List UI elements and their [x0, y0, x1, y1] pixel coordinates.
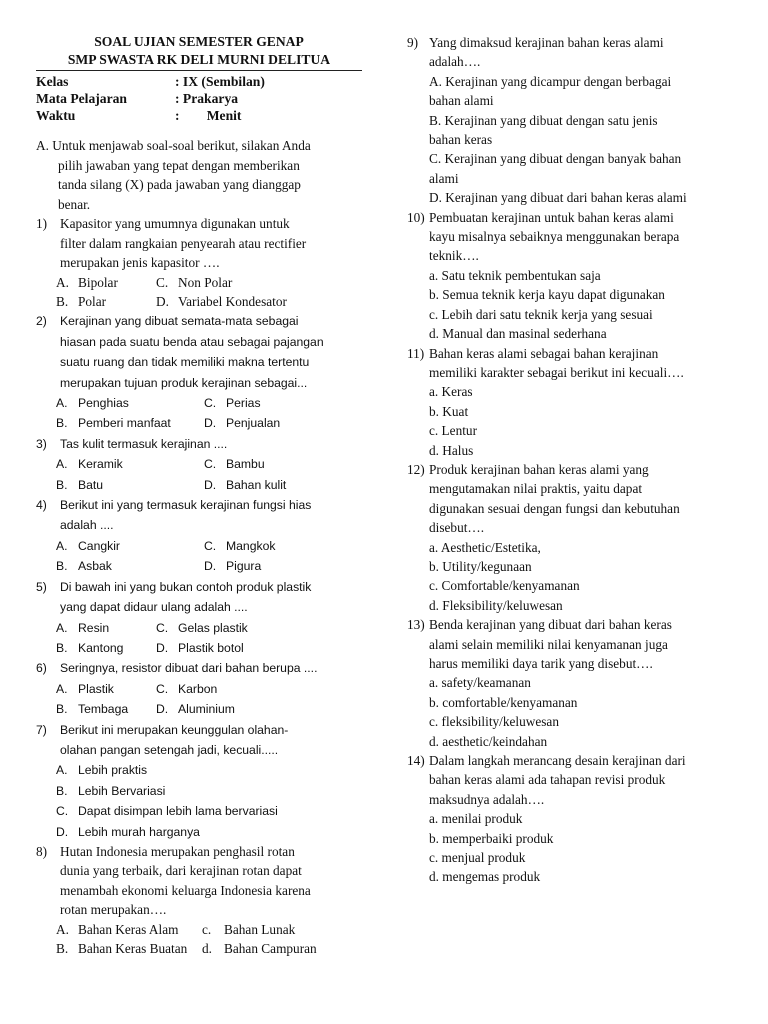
info-row-kelas [36, 73, 382, 90]
answer-option: d. aesthetic/keindahan [429, 733, 548, 749]
answer-text: Asbak [78, 559, 112, 574]
school-name: SMP SWASTA RK DELI MURNI DELITUA [67, 52, 331, 67]
answer-text: Dapat disimpan lebih lama bervariasi [78, 804, 278, 819]
answer-letter: A. [56, 763, 68, 778]
exam-title: SOAL UJIAN SEMESTER GENAP [94, 34, 304, 49]
answer-options [36, 679, 382, 720]
question-number: 13) [407, 617, 425, 633]
question-number: 11) [407, 345, 425, 361]
info-row-mapel [36, 90, 382, 107]
question-text-line: memiliki karakter sebagai berikut ini kecuali…. [429, 364, 684, 380]
answer-option: C. Kerajinan yang dibuat dengan banyak bahan [429, 151, 682, 167]
answer-letter: B. [56, 941, 69, 956]
instruction-line: benar. [58, 196, 91, 212]
answer-option: c. Lentur [429, 423, 477, 439]
answer-options [407, 809, 742, 887]
answer-text: Perias [226, 396, 261, 411]
question-text-line: Berikut ini yang termasuk kerajinan fungsi hias [60, 498, 312, 513]
answer-option [56, 413, 204, 433]
answer-text: Pigura [226, 559, 262, 574]
answer-option [204, 475, 286, 495]
question-text-line: Pembuatan kerajinan untuk bahan keras alami [429, 209, 674, 225]
question-number: 5) [36, 579, 47, 594]
answer-letter: B. [56, 477, 68, 492]
answer-option [56, 273, 156, 292]
question-text-line: Produk kerajinan bahan keras alami yang [429, 461, 649, 477]
answer-letter: C. [204, 396, 217, 411]
question-text-line: kayu misalnya sebaiknya menggunakan berapa [429, 229, 680, 245]
answer-option [156, 638, 244, 658]
answer-text: Bambu [226, 457, 265, 472]
question-item [36, 495, 382, 577]
answer-option [204, 413, 280, 433]
answer-text: Plastik [78, 681, 114, 696]
question-text-line: Kerajinan yang dibuat semata-mata sebagai [60, 314, 299, 329]
answer-option: b. Kuat [429, 403, 469, 419]
answer-row [56, 413, 382, 433]
answer-row [56, 638, 382, 658]
answer-option [56, 801, 382, 821]
question-item [407, 344, 742, 460]
answer-text: Resin [78, 620, 110, 635]
answer-option [156, 699, 235, 719]
right-column [407, 33, 742, 887]
answer-option [204, 454, 265, 474]
answer-option [56, 618, 156, 638]
question-text-line: menambah ekonomi keluarga Indonesia karena [60, 882, 311, 898]
answer-text: Aluminium [178, 702, 235, 717]
answer-option: a. menilai produk [429, 811, 523, 827]
answer-letter: D. [156, 294, 169, 309]
answer-option: c. fleksibility/keluwesan [429, 714, 559, 730]
answer-row [56, 475, 382, 495]
answer-option [156, 273, 232, 292]
answer-row [56, 536, 382, 556]
question-item [36, 311, 382, 433]
answer-text: Lebih Bervariasi [78, 783, 166, 798]
question-text-line: teknik…. [429, 248, 479, 264]
answer-letter: A. [56, 396, 68, 411]
instruction-lead: A. Untuk menjawab soal-soal berikut, silakan Anda [36, 138, 311, 153]
question-text-line: Berikut ini merupakan keunggulan olahan- [60, 722, 289, 737]
answer-letter: B. [56, 783, 68, 798]
answer-option [56, 822, 382, 842]
question-number: 6) [36, 661, 47, 676]
answer-option [56, 699, 156, 719]
info-label: Kelas [36, 74, 69, 89]
question-number: 7) [36, 722, 47, 737]
answer-option [56, 760, 382, 780]
answer-option: d. Manual dan masinal sederhana [429, 326, 607, 342]
answer-letter: D. [156, 702, 169, 717]
answer-letter: C. [156, 274, 169, 290]
answer-row [56, 454, 382, 474]
question-item [36, 214, 382, 311]
answer-text: Bahan Keras Buatan [78, 941, 188, 956]
answer-option [204, 556, 261, 576]
answer-text: Lebih murah harganya [78, 824, 200, 839]
answer-options [407, 72, 742, 208]
answer-text: Polar [78, 294, 107, 309]
answer-text: Penghias [78, 396, 129, 411]
answer-text: Batu [78, 477, 104, 492]
answer-row [56, 273, 382, 292]
answer-option [56, 781, 382, 801]
answer-letter: D. [204, 559, 217, 574]
answer-text: Bahan Keras Alam [78, 921, 179, 937]
question-text-line: Di bawah ini yang bukan contoh produk plastik [60, 579, 312, 594]
question-text-line: hiasan pada suatu benda atau sebagai pajangan [60, 334, 324, 349]
question-item [36, 434, 382, 495]
answer-options [36, 536, 382, 577]
answer-option: c. Lebih dari satu teknik kerja yang sesuai [429, 306, 653, 322]
question-item [36, 577, 382, 659]
answer-letter: D. [204, 416, 217, 431]
answer-options [407, 266, 742, 344]
answer-options [407, 673, 742, 751]
answer-option: d. Halus [429, 442, 474, 458]
right-question-list [407, 33, 742, 887]
question-text-line: Tas kulit termasuk kerajinan .... [60, 436, 228, 451]
question-number: 1) [36, 216, 48, 232]
question-text-line: bahan keras alami ada tahapan revisi produk [429, 772, 666, 788]
answer-option [56, 679, 156, 699]
question-text-line: filter dalam rangkaian penyearah atau rectifier [60, 235, 307, 251]
answer-option: a. Aesthetic/Estetika, [429, 539, 541, 555]
answer-row [56, 679, 382, 699]
question-text-line: Dalam langkah merancang desain kerajinan dari [429, 753, 686, 769]
info-label: Mata Pelajaran [36, 91, 127, 106]
question-item [407, 460, 742, 615]
question-item [36, 720, 382, 842]
answer-text: Pemberi manfaat [78, 416, 171, 431]
question-number: 2) [36, 314, 47, 329]
answer-letter: A. [56, 921, 69, 937]
answer-letter: B. [56, 294, 69, 309]
question-item [407, 615, 742, 751]
answer-text: Plastik botol [178, 640, 244, 655]
question-item [407, 33, 742, 208]
question-number: 3) [36, 436, 47, 451]
answer-option: A. Kerajinan yang dicampur dengan berbagai [429, 73, 672, 89]
answer-letter: D. [56, 824, 69, 839]
question-number: 4) [36, 498, 47, 513]
question-number: 10) [407, 209, 425, 225]
question-text-line: adalah .... [60, 518, 114, 533]
info-row-waktu [36, 107, 382, 124]
answer-option [56, 454, 204, 474]
answer-option [56, 939, 202, 958]
answer-letter: C. [56, 804, 69, 819]
answer-option: c. Comfortable/kenyamanan [429, 578, 580, 594]
answer-letter: A. [56, 274, 69, 290]
answer-options [407, 538, 742, 616]
answer-text: Non Polar [178, 274, 233, 290]
answer-letter: B. [56, 416, 68, 431]
left-column [36, 33, 382, 958]
answer-letter: C. [204, 457, 217, 472]
left-question-list [36, 214, 382, 958]
answer-option: D. Kerajinan yang dibuat dari bahan keras alami [429, 190, 687, 206]
answer-text: Gelas plastik [178, 620, 248, 635]
answer-text: Lebih praktis [78, 763, 148, 778]
answer-options [407, 382, 742, 460]
answer-option: a. safety/keamanan [429, 675, 531, 691]
answer-option [204, 393, 261, 413]
question-text-line: alami selain memiliki nilai kenyamanan juga [429, 636, 668, 652]
answer-option [156, 618, 248, 638]
answer-option: b. comfortable/kenyamanan [429, 694, 578, 710]
question-text-line: Kapasitor yang umumnya digunakan untuk [60, 216, 290, 232]
answer-text: Kantong [78, 640, 124, 655]
question-text-line: Seringnya, resistor dibuat dari bahan berupa .... [60, 661, 318, 676]
question-text-line: harus memiliki daya tarik yang disebut…. [429, 656, 653, 671]
instruction [36, 136, 382, 214]
answer-row [56, 920, 382, 939]
answer-text: Tembaga [78, 702, 129, 717]
question-item [36, 842, 382, 958]
answer-text: Bahan Lunak [224, 921, 296, 937]
answer-text: Keramik [78, 457, 123, 472]
question-text-line: Bahan keras alami sebagai bahan kerajinan [429, 345, 659, 361]
answer-option: a. Keras [429, 384, 473, 400]
header-divider [36, 70, 362, 71]
answer-letter: d. [202, 941, 212, 956]
answer-row [56, 556, 382, 576]
question-number: 14) [407, 753, 425, 769]
question-text-line: disebut…. [429, 520, 485, 536]
answer-option: B. Kerajinan yang dibuat dengan satu jenis [429, 112, 658, 128]
question-text-line: yang dapat didaur ulang adalah .... [60, 600, 248, 615]
answer-option: a. Satu teknik pembentukan saja [429, 267, 601, 283]
exam-info [36, 73, 382, 124]
question-text-line: Benda kerajinan yang dibuat dari bahan keras [429, 617, 672, 633]
answer-text: Karbon [178, 681, 218, 696]
answer-text: Mangkok [226, 538, 276, 553]
question-text-line: merupakan jenis kapasitor …. [60, 255, 220, 271]
answer-letter: A. [56, 620, 68, 635]
answer-letter: A. [56, 538, 68, 553]
answer-options [36, 393, 382, 434]
answer-letter: B. [56, 702, 68, 717]
answer-text: Variabel Kondesator [178, 294, 287, 309]
answer-options [36, 454, 382, 495]
question-text-line: Yang dimaksud kerajinan bahan keras alami [429, 35, 664, 50]
question-text-line: olahan pangan setengah jadi, kecuali..... [60, 742, 279, 757]
question-text-line: adalah…. [429, 54, 481, 70]
question-text-line: merupakan tujuan produk kerajinan sebagai... [60, 375, 308, 390]
answer-options [36, 273, 382, 312]
answer-letter: D. [204, 477, 217, 492]
question-number: 8) [36, 843, 48, 859]
question-number: 9) [407, 35, 419, 50]
answer-option [156, 292, 287, 311]
answer-row [56, 939, 382, 958]
answer-option: b. Utility/kegunaan [429, 558, 532, 574]
question-text-line: dunia yang terbaik, dari kerajinan rotan dapat [60, 863, 302, 879]
answer-options [36, 618, 382, 659]
question-text-line: digunakan sesuai dengan fungsi dan kebutuhan [429, 500, 680, 516]
answer-letter: C. [156, 620, 169, 635]
answer-option: alami [429, 170, 459, 186]
answer-letter: B. [56, 559, 68, 574]
answer-text: Bipolar [78, 274, 118, 290]
answer-options [36, 920, 382, 959]
info-value: : Menit [175, 108, 242, 123]
answer-letter: A. [56, 681, 68, 696]
question-text-line: suatu ruang dan tidak memiliki makna tertentu [60, 355, 310, 370]
answer-option [56, 920, 202, 939]
question-item [407, 751, 742, 887]
question-text-line: Hutan Indonesia merupakan penghasil rotan [60, 843, 295, 859]
question-text-line: rotan merupakan…. [60, 902, 167, 918]
answer-option [202, 920, 295, 939]
answer-option: b. memperbaiki produk [429, 830, 554, 846]
answer-text: Bahan kulit [226, 477, 287, 492]
answer-option [56, 536, 204, 556]
answer-option: bahan keras [429, 132, 493, 148]
answer-option [56, 393, 204, 413]
answer-option: c. menjual produk [429, 850, 526, 866]
answer-option [56, 475, 204, 495]
answer-option: b. Semua teknik kerja kayu dapat digunakan [429, 287, 665, 303]
answer-text: Bahan Campuran [224, 941, 317, 956]
instruction-line: pilih jawaban yang tepat dengan memberikan [58, 157, 300, 173]
question-text-line: maksudnya adalah…. [429, 791, 545, 807]
answer-option [56, 556, 204, 576]
question-item [407, 208, 742, 344]
question-item [36, 658, 382, 719]
answer-options [36, 760, 382, 842]
answer-row [56, 699, 382, 719]
answer-row [56, 618, 382, 638]
answer-option: d. Fleksibility/keluwesan [429, 597, 563, 613]
answer-letter: C. [156, 681, 169, 696]
answer-letter: D. [156, 640, 169, 655]
instruction-line: tanda silang (X) pada jawaban yang dianggap [58, 177, 301, 193]
answer-row [56, 393, 382, 413]
answer-option [56, 638, 156, 658]
answer-option [202, 939, 317, 958]
question-text-line: mengutamakan nilai praktis, yaitu dapat [429, 481, 643, 497]
info-label: Waktu [36, 108, 76, 123]
answer-option [156, 679, 217, 699]
question-number: 12) [407, 461, 425, 477]
info-value: : Prakarya [175, 91, 239, 106]
answer-row [56, 292, 382, 311]
answer-letter: B. [56, 640, 68, 655]
answer-option: d. mengemas produk [429, 869, 541, 885]
info-value: : IX (Sembilan) [175, 74, 265, 89]
answer-text: Cangkir [78, 538, 120, 553]
answer-option: bahan alami [429, 93, 494, 109]
answer-option [204, 536, 275, 556]
answer-text: Penjualan [226, 416, 281, 431]
answer-letter: A. [56, 457, 68, 472]
answer-letter: c. [202, 921, 212, 937]
answer-letter: C. [204, 538, 217, 553]
answer-option [56, 292, 156, 311]
